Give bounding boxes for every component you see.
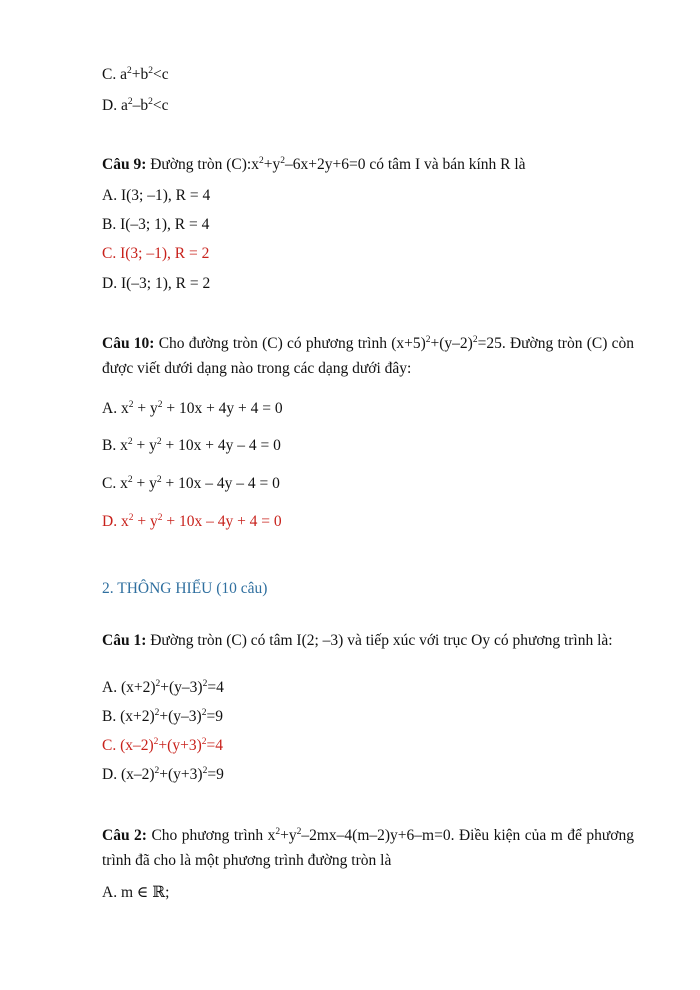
question-10-option-d-correct: D. $x^2 + y^2 + 10x - 4y + 4 = 0$ [102,513,282,530]
question-10-label: Câu 10: [102,335,155,352]
section2-question-2-option-a: A. m ∈ ℝ; [102,884,170,901]
section2-question-2-label: Câu 2: [102,827,147,844]
question-9-label: Câu 9: [102,156,147,173]
section2-question-2-stem: Câu 2: Cho phương trình $x^2+y^2-2mx-4(m-2)y+6-m=0$. Điều kiện của m để phương trình đã cho là một phương trình đường tròn là [102,827,634,869]
section2-question-1-option-b: B. $(x+2)^2+(y-3)^2=9$ [102,708,223,725]
question-9-option-d: D. I(–3; 1), R = 2 [102,275,211,292]
question-10-option-c: C. $x^2 + y^2 + 10x - 4y - 4 = 0$ [102,475,280,492]
section2-question-1-option-c-correct: C. $(x-2)^2+(y+3)^2=4$ [102,737,223,754]
question-10-option-b: B. $x^2 + y^2 + 10x + 4y - 4 = 0$ [102,437,281,454]
option-d: D. $a^2-b^2<c$ [102,97,169,114]
section2-question-1-option-d: D. $(x-2)^2+(y+3)^2=9$ [102,766,224,783]
section2-question-1-stem: Câu 1: Đường tròn (C) có tâm I(2; –3) và tiếp xúc với trục Oy có phương trình là: [102,632,613,649]
question-9-option-a: A. I(3; –1), R = 4 [102,187,211,204]
option-c: C. $a^2+b^2<c$ [102,66,169,83]
question-10-option-a: A. $x^2 + y^2 + 10x + 4y + 4 = 0$ [102,400,283,417]
question-9-option-c-correct: C. I(3; –1), R = 2 [102,245,210,262]
section-heading: 2. THÔNG HIỂU (10 câu) [102,580,268,597]
question-9-option-b: B. I(–3; 1), R = 4 [102,216,210,233]
section2-question-1-option-a: A. $(x+2)^2+(y-3)^2=4$ [102,679,224,696]
question-9-stem: Câu 9: Đường tròn $(C):x^2+y^2-6x+2y+6=0$ có tâm I và bán kính R là [102,156,526,173]
question-10-stem: Câu 10: Cho đường tròn (C) có phương trình $(x+5)^2+(y-2)^2=25$. Đường tròn (C) còn được viết dưới dạng nào trong các dạng dưới đây: [102,335,634,377]
section2-question-1-label: Câu 1: [102,632,147,649]
